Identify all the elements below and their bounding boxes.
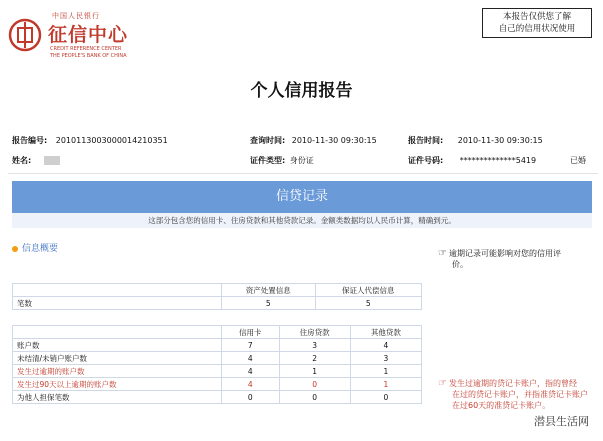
credit-center-logo: [8, 8, 158, 64]
table-cell: 3: [350, 352, 421, 365]
table-header-cell: 住房贷款: [279, 326, 350, 339]
table-header-cell: [13, 284, 222, 297]
table-cell: 0: [350, 391, 421, 404]
table-cell: 5: [222, 297, 316, 310]
row-label: 发生过逾期的账户数: [13, 365, 222, 378]
side-note-1: [438, 248, 561, 270]
side-note-2-line2: 在过的贷记卡账户，并指准贷记卡账户: [452, 390, 588, 399]
id-number-value: **************5419: [459, 156, 537, 165]
id-number: [408, 155, 536, 166]
id-type-label: 证件类型:: [250, 156, 286, 165]
section-info-summary: [12, 241, 58, 254]
table-header-cell: 保证人代偿信息: [315, 284, 422, 297]
row-label: 笔数: [13, 297, 222, 310]
table-row: [13, 339, 422, 352]
report-time-value: 2010-11-30 09:30:15: [457, 136, 543, 145]
table-cell: 1: [350, 378, 421, 391]
table-cell: 1: [279, 365, 350, 378]
table-cell: 0: [279, 391, 350, 404]
side-note-2: [438, 378, 588, 411]
name-label: 姓名:: [12, 156, 32, 165]
table-cell: 7: [222, 339, 280, 352]
watermark: 潜县生活网: [530, 411, 593, 431]
row-label: 账户数: [13, 339, 222, 352]
section-title: 信息概要: [22, 244, 59, 254]
banner-title: 信贷记录: [275, 189, 328, 204]
table-cell: 4: [222, 352, 280, 365]
pointing-hand-icon: ☞: [438, 378, 447, 389]
report-number: [12, 135, 168, 146]
query-time: [250, 135, 377, 146]
table-header-row: [13, 326, 422, 339]
side-note-1-line2: 价。: [452, 260, 468, 269]
table-cell: 5: [315, 297, 422, 310]
id-type: [250, 155, 314, 166]
banner-subtitle: 这部分包含您的信用卡、住房贷款和其他贷款记录。金额类数据均以人民币计算，精确到元。: [12, 213, 592, 228]
table-cell: 4: [350, 339, 421, 352]
table-header-cell: 信用卡: [222, 326, 280, 339]
table-cell: 3: [279, 339, 350, 352]
side-note-2-line3: 在过60天的准贷记卡账户。: [452, 401, 551, 410]
side-note-2-line1: 发生过逾期的贷记卡账户，指的曾经: [448, 379, 577, 388]
logo-english-line1: CREDIT REFERENCE CENTER: [50, 46, 122, 52]
logo-top-text: 中国人民银行: [52, 12, 100, 20]
table-row: [13, 378, 422, 391]
row-label: 为他人担保笔数: [13, 391, 222, 404]
asset-guarantee-table: [12, 283, 422, 310]
report-number-value: 2010113003000014210351: [55, 136, 168, 145]
table-cell: 4: [222, 378, 280, 391]
query-time-label: 查询时间:: [250, 136, 286, 145]
logo-name: 征信中心: [48, 24, 129, 46]
pointing-hand-icon: ☞: [438, 248, 447, 259]
table-header-cell: 其他贷款: [350, 326, 421, 339]
report-number-label: 报告编号:: [12, 136, 48, 145]
table-header-cell: [13, 326, 222, 339]
row-label: 未结清/未销户账户数: [13, 352, 222, 365]
account-summary-table: [12, 325, 422, 404]
table-cell: 0: [222, 391, 280, 404]
table-row: [13, 365, 422, 378]
usage-notice: [482, 8, 592, 38]
seal-icon: [8, 18, 42, 52]
bullet-icon: [12, 246, 18, 252]
table-cell: 2: [279, 352, 350, 365]
name-field: [12, 155, 60, 166]
marital-status: 已婚: [570, 156, 586, 165]
notice-line2: 自己的信用状况使用: [498, 24, 576, 34]
table-header-cell: 资产处置信息: [222, 284, 316, 297]
table-row: [13, 352, 422, 365]
divider: [8, 173, 598, 174]
side-note-1-line1: 逾期记录可能影响对您的信用评: [448, 249, 561, 258]
redacted-name: [44, 156, 60, 165]
table-row: [13, 297, 422, 310]
table-cell: 1: [350, 365, 421, 378]
page-title: 个人信用报告: [250, 81, 353, 101]
table-cell: 0: [279, 378, 350, 391]
credit-record-banner: [12, 181, 592, 213]
report-time-label: 报告时间:: [408, 136, 444, 145]
logo-english-line2: THE PEOPLE'S BANK OF CHINA: [50, 53, 127, 59]
id-number-label: 证件号码:: [408, 156, 444, 165]
notice-line1: 本报告仅供您了解: [502, 12, 571, 22]
table-cell: 4: [222, 365, 280, 378]
query-time-value: 2010-11-30 09:30:15: [291, 136, 377, 145]
id-type-value: 身份证: [289, 156, 314, 165]
table-row: [13, 391, 422, 404]
table-header-row: [13, 284, 422, 297]
report-time: [408, 135, 543, 146]
row-label: 发生过90天以上逾期的账户数: [13, 378, 222, 391]
